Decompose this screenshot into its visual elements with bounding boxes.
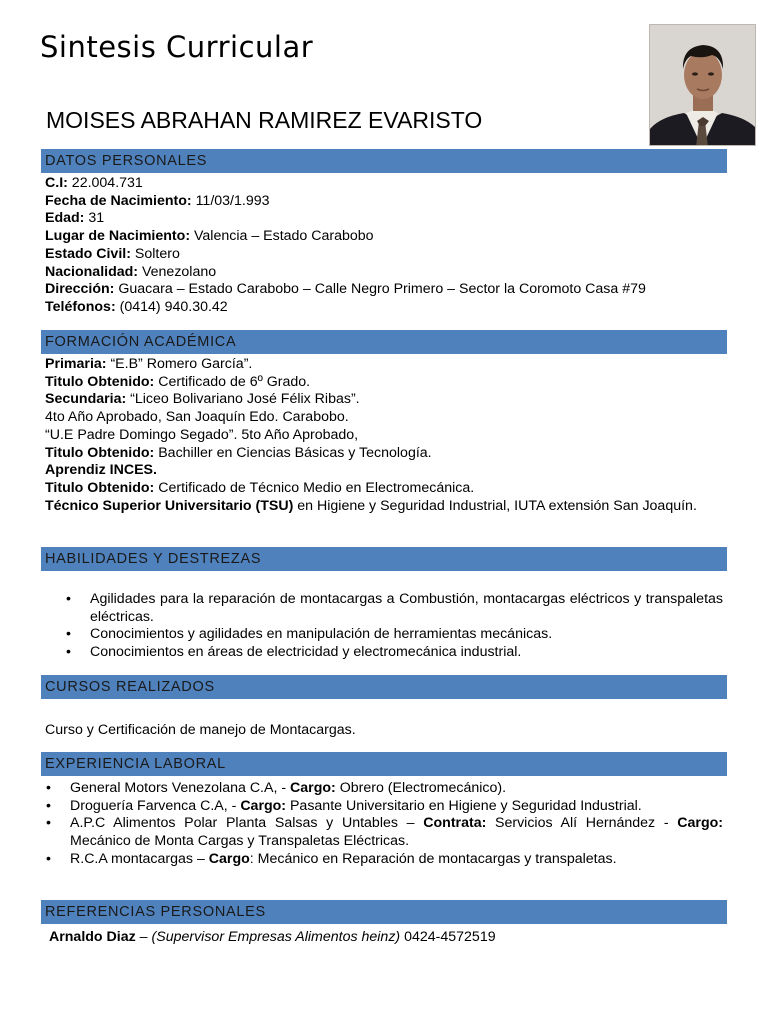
age-row: Edad: 31	[45, 210, 105, 227]
nationality-row: Nacionalidad: Venezolano	[45, 263, 217, 280]
bullet-icon: •	[46, 850, 51, 867]
birth-place-row: Lugar de Nacimiento: Valencia – Estado Carabobo	[45, 228, 374, 245]
birth-date-row: Fecha de Nacimiento: 11/03/1.993	[45, 192, 270, 209]
document-title: Sintesis Curricular	[40, 30, 314, 64]
list-item: • General Motors Venezolana C.A, - Cargo: Obrero (Electromecánico).	[46, 780, 507, 796]
section-header-education: FORMACIÓN ACADÉMICA	[41, 330, 727, 354]
ci-row: C.I: 22.004.731	[45, 175, 143, 191]
profile-photo	[649, 24, 756, 146]
inces-title-row: Titulo Obtenido: Certificado de Técnico Medio en Electromecánica.	[45, 479, 475, 496]
bullet-icon: •	[46, 797, 51, 814]
bullet-icon: •	[46, 815, 51, 832]
secondary-line-3: “U.E Padre Domingo Segado”. 5to Año Aprobado,	[45, 426, 359, 443]
tsu-row: Técnico Superior Universitario (TSU) en Higiene y Seguridad Industrial, IUTA extensión San Joaquín.	[45, 497, 697, 514]
bullet-icon: •	[66, 591, 71, 607]
list-item: • Conocimientos en áreas de electricidad y electromecánica industrial.	[66, 644, 522, 661]
bullet-icon: •	[66, 644, 71, 661]
skills-list	[45, 591, 723, 662]
list-item: • Droguería Farvenca C.A, - Cargo: Pasante Universitario en Higiene y Seguridad Industrial.	[46, 797, 642, 814]
secondary-title-row: Titulo Obtenido: Bachiller en Ciencias Básicas y Tecnología.	[45, 444, 432, 461]
primary-title-row: Titulo Obtenido: Certificado de 6º Grado.	[45, 373, 311, 390]
section-header-courses: CURSOS REALIZADOS	[41, 675, 727, 699]
phone-row: Teléfonos: (0414) 940.30.42	[45, 298, 228, 315]
secondary-row: Secundaria: “Liceo Bolivariano José Félix Ribas”.	[45, 391, 360, 408]
list-item: • Conocimientos y agilidades en manipulación de herramientas mecánicas.	[66, 626, 553, 643]
education-data	[45, 356, 723, 515]
bullet-icon: •	[66, 626, 71, 643]
list-item: • R.C.A montacargas – Cargo: Mecánico en Reparación de montacargas y transpaletas.	[46, 850, 617, 867]
experience-list	[44, 780, 723, 869]
reference-row: Arnaldo Diaz – (Supervisor Empresas Alimentos heinz) 0424-4572519	[49, 929, 496, 945]
section-header-references: REFERENCIAS PERSONALES	[41, 900, 727, 924]
personal-data	[45, 175, 723, 317]
section-header-skills: HABILIDADES Y DESTREZAS	[41, 547, 727, 571]
list-item: • A.P.C Alimentos Polar Planta Salsas y Untables – Contrata: Servicios Alí Hernández - Cargo: Mecánico de Monta Cargas y Transpaletas Eléctricas.	[46, 815, 723, 850]
section-header-experience: EXPERIENCIA LABORAL	[41, 752, 727, 776]
address-row: Dirección: Guacara – Estado Carabobo – Calle Negro Primero – Sector la Coromoto Casa #79	[45, 281, 646, 298]
secondary-line-2: 4to Año Aprobado, San Joaquín Edo. Carabobo.	[45, 409, 349, 426]
list-item: • Agilidades para la reparación de montacargas a Combustión, montacargas eléctricos y transpaletas eléctricas.	[66, 591, 723, 625]
courses-text: Curso y Certificación de manejo de Montacargas.	[45, 722, 356, 738]
civil-status-row: Estado Civil: Soltero	[45, 245, 180, 262]
bullet-icon: •	[46, 780, 51, 796]
section-header-personal: DATOS PERSONALES	[41, 149, 727, 173]
primary-row: Primaria: “E.B” Romero García”.	[45, 356, 253, 372]
inces-row: Aprendiz INCES.	[45, 462, 157, 479]
candidate-name: MOISES ABRAHAN RAMIREZ EVARISTO	[46, 107, 483, 133]
